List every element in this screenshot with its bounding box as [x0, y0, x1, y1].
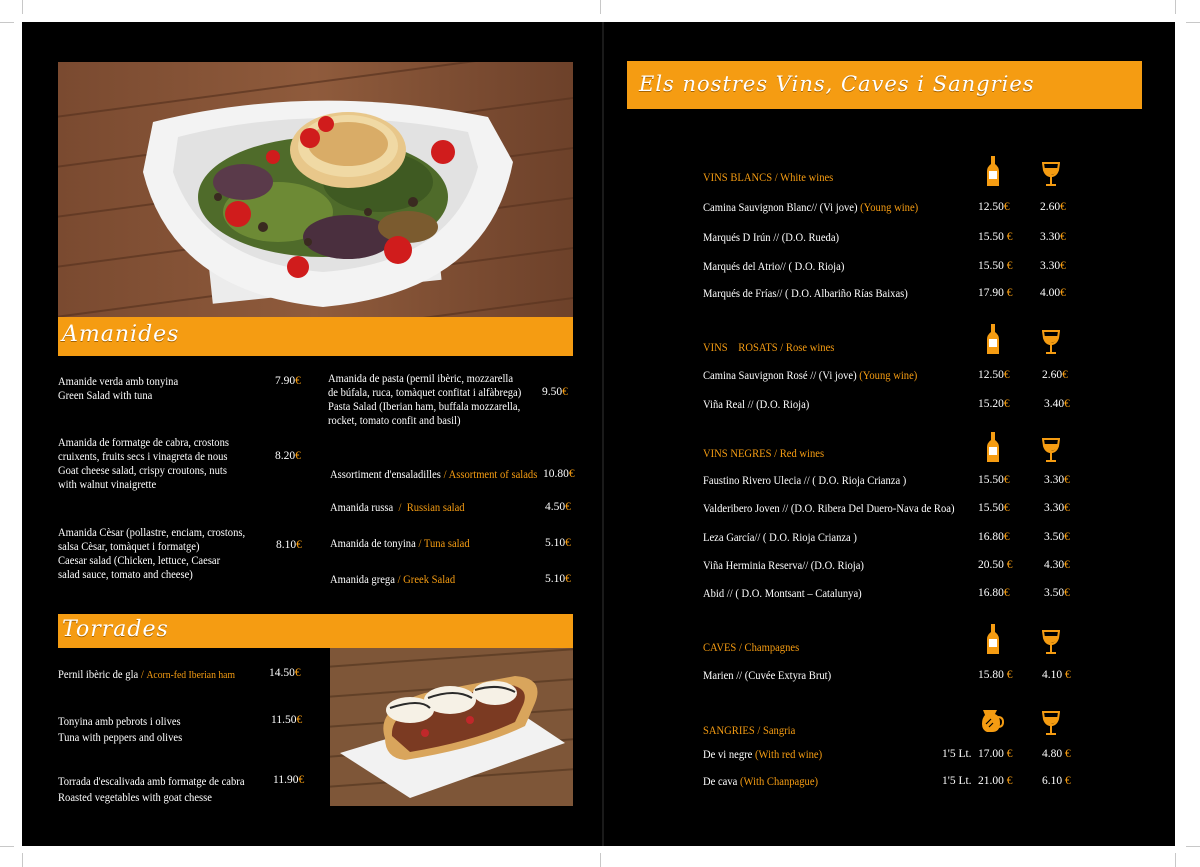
bottle-icon	[987, 432, 999, 467]
wine-glass-icon	[1042, 438, 1060, 467]
crop-mark	[1175, 853, 1176, 867]
crop-mark	[0, 846, 14, 847]
menu-item-name: Amanida Cèsar (pollastre, enciam, crostons,	[58, 527, 246, 539]
bottle-price: 15.80 €	[978, 669, 1013, 681]
menu-item-english: rocket, tomato confit and basil)	[328, 415, 461, 427]
glass-price: 3.30€	[1040, 231, 1066, 243]
menu-item-name: Pernil ibèric de gla / Acorn-fed Iberian ham	[58, 669, 235, 681]
wine-glass-icon	[1042, 162, 1060, 191]
wines-title: Els nostres Vins, Caves i Sangries	[639, 72, 1035, 96]
glass-price: 4.00€	[1040, 287, 1066, 299]
menu-item-price: 5.10€	[545, 573, 571, 585]
glass-price: 3.40€	[1044, 398, 1070, 410]
toast-photo	[330, 648, 573, 806]
wine-name: Camina Sauvignon Blanc// (Vi jove) (Young wine)	[703, 202, 919, 214]
menu-item-english: Pasta Salad (Iberian ham, buffala mozzarella,	[328, 401, 521, 413]
torrades-title: Torrades	[62, 617, 169, 642]
menu-item-name: Torrada d'escalivada amb formatge de cabra	[58, 776, 245, 788]
menu-spread	[22, 22, 1175, 846]
crop-mark	[0, 22, 14, 23]
bottle-price: 15.50€	[978, 502, 1010, 514]
wine-category: VINS NEGRES / Red wines	[703, 448, 825, 460]
menu-item-english: with walnut vinaigrette	[58, 479, 157, 491]
jug-icon	[980, 708, 1004, 739]
wine-name: De vi negre (With red wine)	[703, 749, 823, 761]
wine-name: De cava (With Chanpague)	[703, 776, 819, 788]
wine-name: Viña Real // (D.O. Rioja)	[703, 399, 810, 411]
menu-item-name: cruixents, fruits secs i vinagreta de nous	[58, 451, 228, 463]
bottle-price: 16.80€	[978, 531, 1010, 543]
menu-item-price: 10.80€	[543, 468, 575, 480]
wine-category: VINS BLANCS / White wines	[703, 172, 834, 184]
wine-name: Marqués de Frías// ( D.O. Albariño Rías Baixas)	[703, 288, 908, 300]
wine-category: SANGRIES / Sangria	[703, 725, 796, 737]
menu-item-price: 7.90€	[275, 375, 301, 387]
menu-item-english: Green Salad with tuna	[58, 390, 153, 402]
menu-item-name: Amanide verda amb tonyina	[58, 376, 179, 388]
wine-glass-icon	[1042, 711, 1060, 740]
bottle-price: 12.50€	[978, 369, 1010, 381]
menu-item-price: 11.90€	[273, 774, 305, 786]
glass-price: 2.60€	[1040, 201, 1066, 213]
bottle-icon	[987, 156, 999, 191]
menu-item-english: Caesar salad (Chicken, lettuce, Caesar	[58, 555, 221, 567]
bottle-icon	[987, 624, 999, 659]
bottle-price: 15.50€	[978, 474, 1010, 486]
wine-name: Marqués del Atrio// ( D.O. Rioja)	[703, 261, 845, 273]
menu-item-name: salsa Cèsar, tomàquet i formatge)	[58, 541, 200, 553]
menu-item-price: 14.50€	[269, 667, 301, 679]
menu-item-english: salad sauce, tomato and cheese)	[58, 569, 193, 581]
wine-name: Valderibero Joven // (D.O. Ribera Del Duero-Nava de Roa)	[703, 503, 955, 515]
menu-item-name: Tonyina amb pebrots i olives	[58, 716, 181, 728]
menu-item-name: de búfala, ruca, tomàquet confitat i alfàbrega)	[328, 387, 522, 399]
menu-item-name: Assortiment d'ensaladilles / Assortment of salads	[330, 469, 538, 481]
bottle-price: 15.20€	[978, 398, 1010, 410]
crop-mark	[1175, 0, 1176, 14]
menu-item-english: Tuna with peppers and olives	[58, 732, 183, 744]
menu-item-price: 8.10€	[276, 539, 302, 551]
glass-price: 4.80 €	[1042, 748, 1071, 760]
glass-price: 3.50€	[1044, 531, 1070, 543]
glass-price: 4.30€	[1044, 559, 1070, 571]
wine-name: Viña Herminia Reserva// (D.O. Rioja)	[703, 560, 864, 572]
page-fold	[602, 22, 604, 846]
menu-item-price: 4.50€	[545, 501, 571, 513]
size-label: 1'5 Lt.	[942, 748, 972, 760]
glass-price: 3.30€	[1044, 502, 1070, 514]
wine-category: CAVES / Champagnes	[703, 642, 800, 654]
wine-glass-icon	[1042, 330, 1060, 359]
menu-item-price: 9.50€	[542, 386, 568, 398]
menu-item-name: Amanida grega / Greek Salad	[330, 574, 456, 586]
amanides-title: Amanides	[62, 322, 180, 347]
crop-mark	[600, 0, 601, 14]
bottle-price: 20.50 €	[978, 559, 1013, 571]
bottle-price: 17.90 €	[978, 287, 1013, 299]
glass-price: 3.50€	[1044, 587, 1070, 599]
glass-price: 3.30€	[1040, 260, 1066, 272]
bottle-price: 15.50 €	[978, 260, 1013, 272]
bottle-price: 15.50 €	[978, 231, 1013, 243]
menu-item-name: Amanida de tonyina / Tuna salad	[330, 538, 470, 550]
bottle-price: 17.00 €	[978, 748, 1013, 760]
glass-price: 2.60€	[1042, 369, 1068, 381]
wine-name: Marqués D Irún // (D.O. Rueda)	[703, 232, 840, 244]
glass-price: 6.10 €	[1042, 775, 1071, 787]
bottle-price: 16.80€	[978, 587, 1010, 599]
menu-item-price: 11.50€	[271, 714, 303, 726]
glass-price: 4.10 €	[1042, 669, 1071, 681]
crop-mark	[600, 853, 601, 867]
wine-name: Abid // ( D.O. Montsant – Catalunya)	[703, 588, 862, 600]
wine-name: Camina Sauvignon Rosé // (Vi jove) (Young wine)	[703, 370, 918, 382]
bottle-price: 21.00 €	[978, 775, 1013, 787]
menu-item-price: 5.10€	[545, 537, 571, 549]
menu-item-english: Goat cheese salad, crispy croutons, nuts	[58, 465, 227, 477]
salad-photo	[58, 62, 573, 317]
menu-item-price: 8.20€	[275, 450, 301, 462]
bottle-price: 12.50€	[978, 201, 1010, 213]
menu-item-name: Amanida de pasta (pernil ibèric, mozzarella	[328, 373, 514, 385]
crop-mark	[22, 0, 23, 14]
wine-name: Marien // (Cuvée Extyra Brut)	[703, 670, 832, 682]
crop-mark	[1186, 22, 1200, 23]
size-label: 1'5 Lt.	[942, 775, 972, 787]
wine-category: VINS ROSATS / Rose wines	[703, 342, 835, 354]
glass-price: 3.30€	[1044, 474, 1070, 486]
wine-glass-icon	[1042, 630, 1060, 659]
crop-mark	[1186, 846, 1200, 847]
menu-item-english: Roasted vegetables with goat chesse	[58, 792, 212, 804]
wine-name: Leza García// ( D.O. Rioja Crianza )	[703, 532, 857, 544]
wine-name: Faustino Rivero Ulecia // ( D.O. Rioja Crianza )	[703, 475, 907, 487]
menu-item-name: Amanida russa / Russian salad	[330, 502, 465, 514]
crop-mark	[22, 853, 23, 867]
menu-item-name: Amanida de formatge de cabra, crostons	[58, 437, 229, 449]
bottle-icon	[987, 324, 999, 359]
